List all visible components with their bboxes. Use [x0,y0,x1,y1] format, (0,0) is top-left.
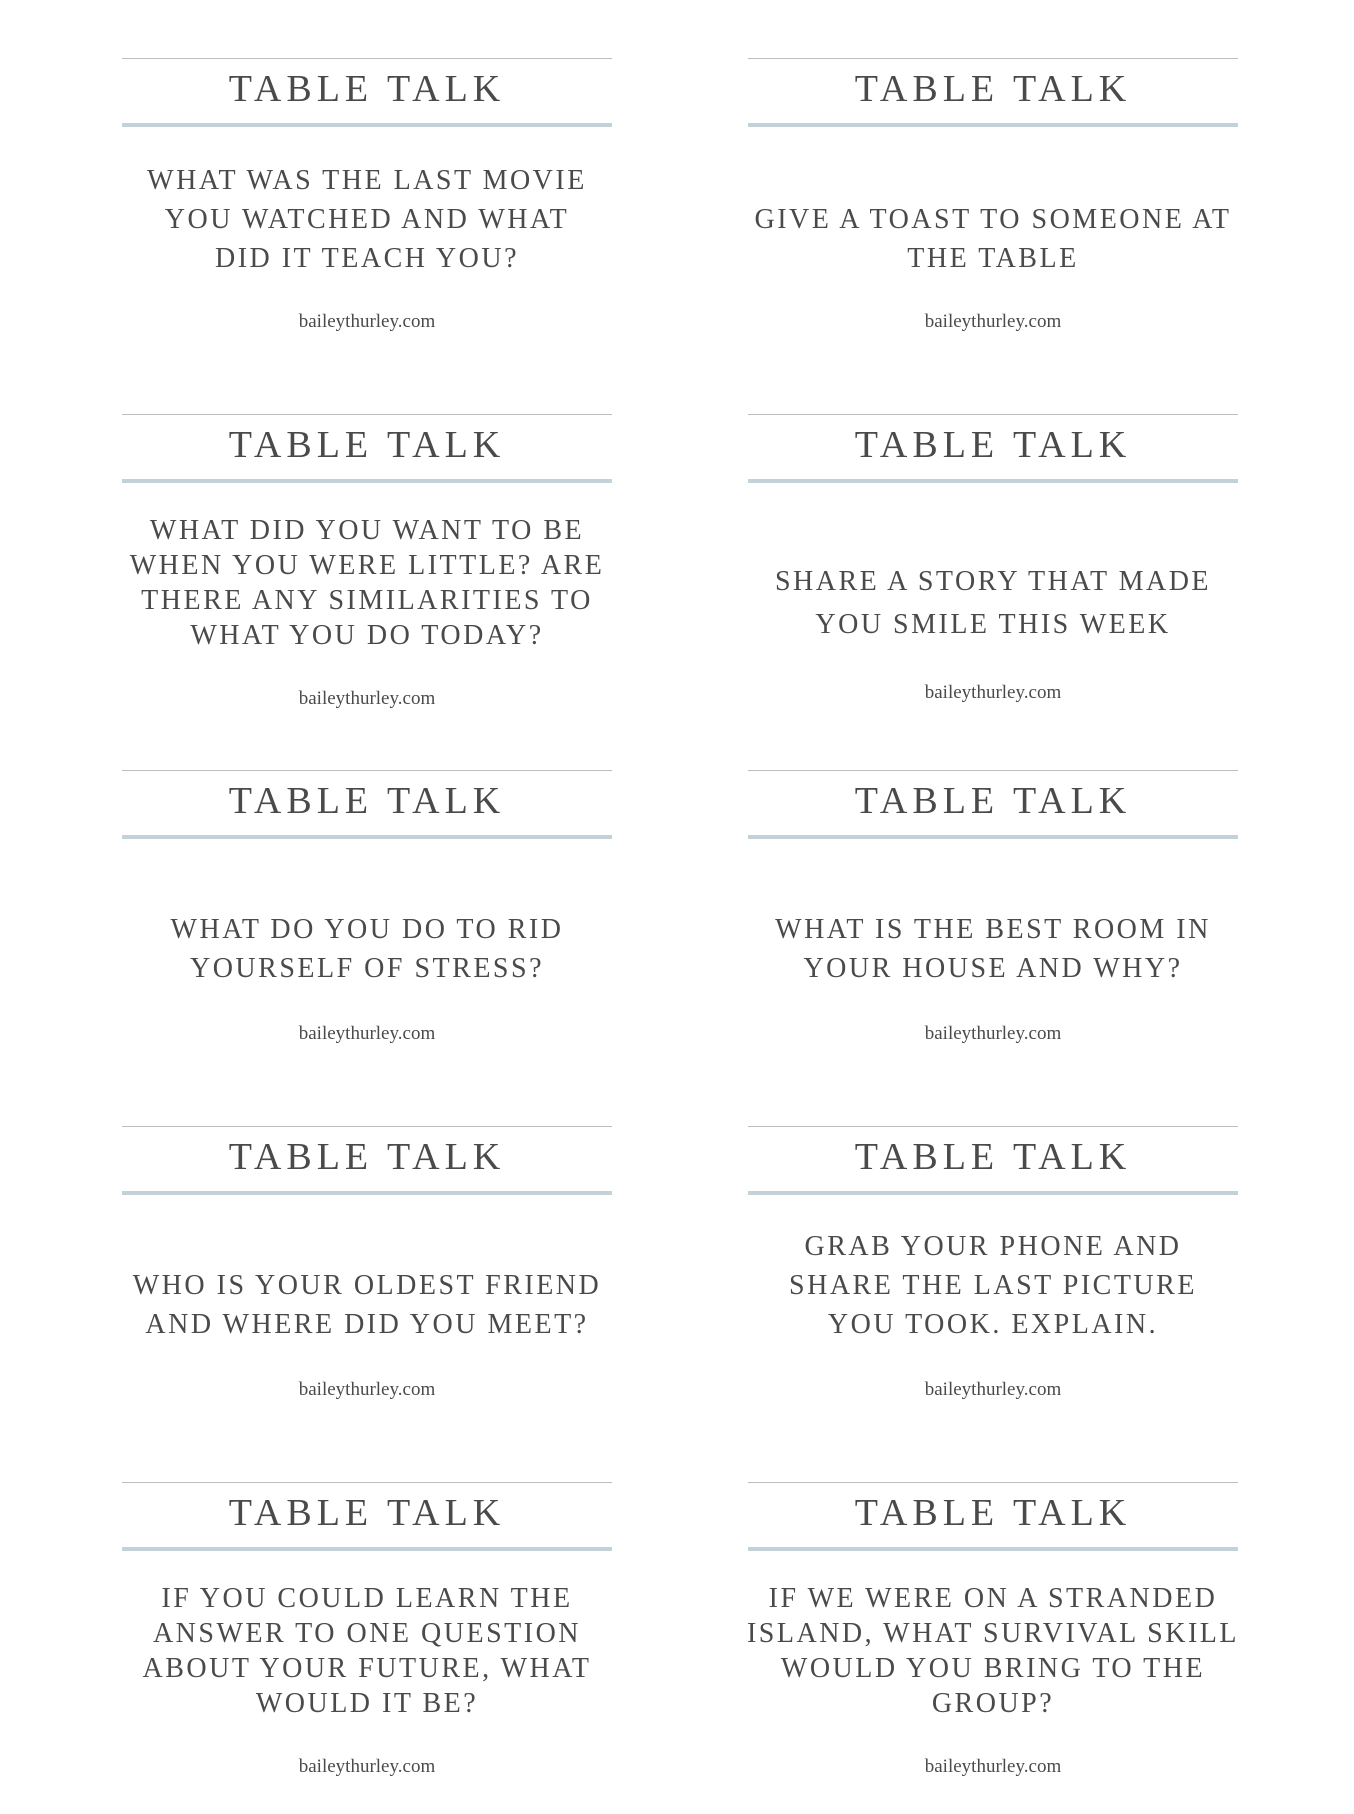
card-question: GRAB YOUR PHONE AND SHARE THE LAST PICTURE YOU TOOK. EXPLAIN. [789,1231,1197,1340]
card-accent-divider [122,1191,612,1195]
card-question: SHARE A STORY THAT MADE YOU SMILE THIS WEEK [774,566,1212,640]
card-title: TABLE TALK [228,68,506,110]
table-talk-card [748,1126,1238,1426]
table-talk-card [748,414,1238,714]
table-talk-card [748,58,1238,358]
card-top-divider [748,414,1238,415]
card-website: baileythurley.com [298,1379,436,1400]
table-talk-card [122,1482,612,1782]
card-question: WHAT WAS THE LAST MOVIE YOU WATCHED AND WHAT DID IT TEACH YOU? [147,165,587,274]
card-top-divider [122,414,612,415]
card-title: TABLE TALK [228,424,506,466]
card-top-divider [748,770,1238,771]
card-top-divider [122,58,612,59]
card-website: baileythurley.com [924,1023,1062,1044]
card-top-divider [122,1482,612,1483]
card-accent-divider [122,835,612,839]
card-website: baileythurley.com [298,688,436,709]
table-talk-card [122,58,612,358]
card-top-divider [122,770,612,771]
card-question: GIVE A TOAST TO SOMEONE AT THE TABLE [754,204,1232,274]
card-accent-divider [748,479,1238,483]
card-question: WHO IS YOUR OLDEST FRIEND AND WHERE DID YOU MEET? [132,1270,602,1340]
card-title: TABLE TALK [228,1136,506,1178]
card-website: baileythurley.com [924,682,1062,703]
card-question: WHAT IS THE BEST ROOM IN YOUR HOUSE AND WHY? [775,914,1211,984]
table-talk-card [122,770,612,1070]
card-question: WHAT DID YOU WANT TO BE WHEN YOU WERE LITTLE? ARE THERE ANY SIMILARITIES TO WHAT YOU DO TODAY? [129,515,605,651]
card-website: baileythurley.com [924,1756,1062,1777]
card-accent-divider [748,1191,1238,1195]
table-talk-card [748,770,1238,1070]
card-question: IF YOU COULD LEARN THE ANSWER TO ONE QUESTION ABOUT YOUR FUTURE, WHAT WOULD IT BE? [142,1583,592,1719]
table-talk-card [748,1482,1238,1782]
card-accent-divider [122,123,612,127]
card-title: TABLE TALK [854,1492,1132,1534]
card-title: TABLE TALK [854,424,1132,466]
card-top-divider [122,1126,612,1127]
card-website: baileythurley.com [298,1023,436,1044]
card-website: baileythurley.com [298,311,436,332]
card-website: baileythurley.com [298,1756,436,1777]
card-title: TABLE TALK [228,780,506,822]
table-talk-card [122,1126,612,1426]
card-accent-divider [748,1547,1238,1551]
card-website: baileythurley.com [924,311,1062,332]
card-top-divider [748,1126,1238,1127]
card-question: IF WE WERE ON A STRANDED ISLAND, WHAT SURVIVAL SKILL WOULD YOU BRING TO THE GROUP? [746,1583,1239,1719]
card-top-divider [748,58,1238,59]
card-website: baileythurley.com [924,1379,1062,1400]
card-accent-divider [748,835,1238,839]
card-accent-divider [122,1547,612,1551]
card-title: TABLE TALK [854,68,1132,110]
card-question: WHAT DO YOU DO TO RID YOURSELF OF STRESS? [170,914,564,984]
card-title: TABLE TALK [228,1492,506,1534]
table-talk-card [122,414,612,714]
card-top-divider [748,1482,1238,1483]
card-title: TABLE TALK [854,1136,1132,1178]
card-accent-divider [748,123,1238,127]
card-title: TABLE TALK [854,780,1132,822]
card-accent-divider [122,479,612,483]
